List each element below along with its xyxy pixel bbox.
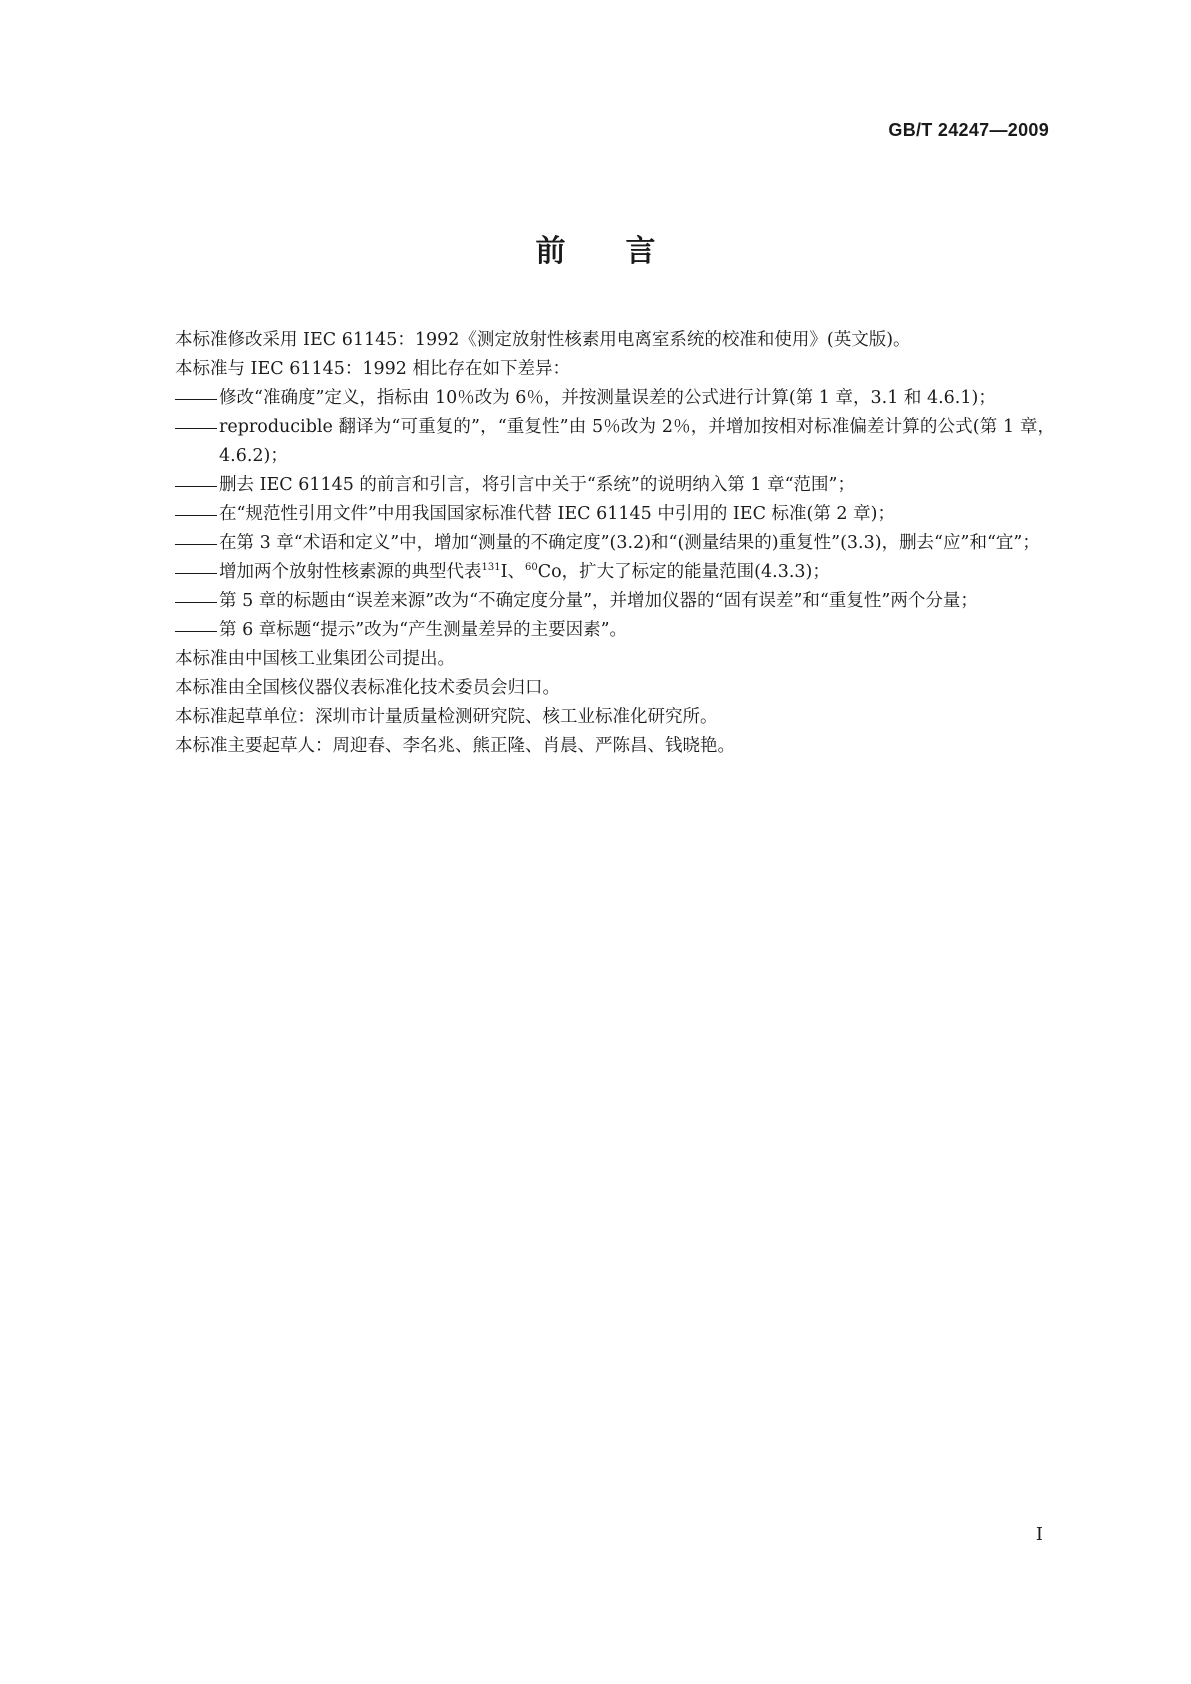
cobalt-mass-number: 60 [525,562,538,573]
difference-item: 第 6 章标题“提示”改为“产生测量差异的主要因素”。 [175,616,1055,645]
em-dash [175,587,219,616]
administrator-statement: 本标准由全国核仪器仪表标准化技术委员会归口。 [175,678,560,698]
em-dash [175,500,219,529]
foreword-body [175,326,1055,761]
em-dash [175,529,219,558]
difference-item: 在第 3 章“术语和定义”中，增加“测量的不确定度”(3.2)和“(测量结果的)重复性”(3.3)，删去“应”和“宜”； [175,529,1055,558]
differences-intro: 本标准与 IEC 61145：1992 相比存在如下差异： [175,359,570,379]
em-dash [175,471,219,500]
standard-code: GB/T 24247—2009 [888,120,1049,140]
proposer-statement: 本标准由中国核工业集团公司提出。 [175,649,455,669]
em-dash [175,558,219,587]
main-drafters: 本标准主要起草人：周迎春、李名兆、熊正隆、肖晨、严陈昌、钱晓艳。 [175,736,735,756]
adoption-statement: 本标准修改采用 IEC 61145：1992《测定放射性核素用电离室系统的校准和使用》(英文版)。 [175,330,911,350]
page-title: 前言 [535,234,716,269]
difference-item: 在“规范性引用文件”中用我国国家标准代替 IEC 61145 中引用的 IEC 标准(第 2 章)； [175,500,1055,529]
em-dash [175,384,219,413]
page-number: I [1035,1524,1043,1545]
difference-item-nuclides: 增加两个放射性核素源的典型代表$^{131}$I、$^{60}$Co，扩大了标定的能量范围(4.3.3)； [175,558,1055,587]
difference-item: 修改“准确度”定义，指标由 10％改为 6％，并按测量误差的公式进行计算(第 1 章，3.1 和 4.6.1)； [175,384,1055,413]
difference-item: 删去 IEC 61145 的前言和引言，将引言中关于“系统”的说明纳入第 1 章“范围”； [175,471,1055,500]
em-dash [175,413,219,471]
difference-item: 第 5 章的标题由“误差来源”改为“不确定度分量”，并增加仪器的“固有误差”和“重复性”两个分量； [175,587,1055,616]
difference-item: reproducible 翻译为“可重复的”，“重复性”由 5％改为 2％，并增加按相对标准偏差计算的公式(第 1 章，4.6.2)； [175,413,1055,471]
em-dash [175,616,219,645]
iodine-mass-number: 131 [481,562,501,573]
drafting-units: 本标准起草单位：深圳市计量质量检测研究院、核工业标准化研究所。 [175,707,718,727]
